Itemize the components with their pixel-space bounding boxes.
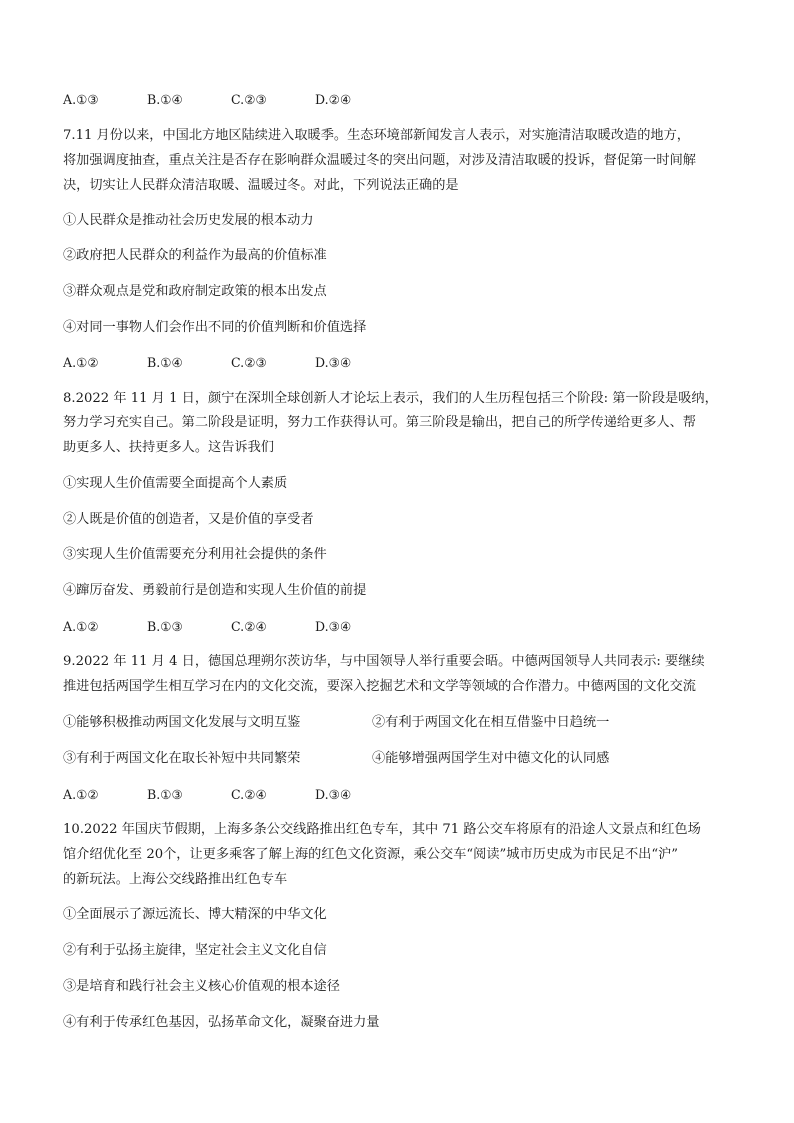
q10-stem-line-1: 10.2022 年国庆节假期，上海多条公交线路推出红色专车，其中 71 路公交车将原有的沿途人文景点和红色场	[63, 822, 701, 837]
q8-item-1: ①实现人生价值需要全面提高个人素质	[63, 476, 288, 491]
q9-stem-line-2: 推进包括两国学生相互学习在内的文化交流，要深入挖掘艺术和文学等领域的合作潜力。中德两国的文化交流	[63, 679, 696, 694]
q10-stem-line-2: 馆介绍优化至 20个，让更多乘客了解上海的红色文化资源，乘公交车“阅读”城市历史成为市民足不出“沪”	[63, 847, 678, 862]
q10-stem-line-3: 的新玩法。上海公交线路推出红色专车	[63, 872, 288, 887]
q8-item-3: ③实现人生价值需要充分利用社会提供的条件	[63, 547, 327, 562]
q9-stem-line-1: 9.2022 年 11 月 4 日，德国总理朔尔茨访华，与中国领导人举行重要会晤。中德两国领导人共同表示: 要继续	[63, 654, 705, 669]
q8-option-d: D.③④	[315, 619, 352, 634]
q7-option-a: A.①②	[63, 355, 99, 370]
q9-option-c: C.②④	[231, 787, 267, 802]
q9-option-d: D.③④	[315, 787, 352, 802]
q7-option-b: B.①④	[147, 355, 183, 370]
q6-option-b: B.①④	[147, 92, 183, 107]
q10-item-4: ④有利于传承红色基因，弘扬革命文化，凝聚奋进力量	[63, 1015, 380, 1030]
q7-stem-line-2: 将加强调度抽查，重点关注是否存在影响群众温暖过冬的突出问题，对涉及清洁取暖的投诉，督促第一时间解	[63, 153, 696, 168]
q8-stem-line-2: 努力学习充实自己。第二阶段是证明，努力工作获得认可。第三阶段是输出，把自己的所学传递给更多人、帮	[63, 415, 696, 430]
q8-item-2: ②人既是价值的创造者，又是价值的享受者	[63, 512, 314, 527]
q10-item-2: ②有利于弘扬主旋律，坚定社会主义文化自信	[63, 943, 327, 958]
q8-stem-line-1: 8.2022 年 11 月 1 日，颜宁在深圳全球创新人才论坛上表示，我们的人生历程包括三个阶段: 第一阶段是吸纳，	[63, 391, 718, 406]
q9-item-4: ④能够增强两国学生对中德文化的认同感	[372, 751, 610, 766]
q6-option-d: D.②④	[315, 92, 352, 107]
q9-item-3: ③有利于两国文化在取长补短中共同繁荣	[63, 751, 301, 766]
q7-item-2: ②政府把人民群众的利益作为最高的价值标准	[63, 248, 327, 263]
q10-item-3: ③是培育和践行社会主义核心价值观的根本途径	[63, 979, 340, 994]
q6-option-c: C.②③	[231, 92, 267, 107]
q9-item-2: ②有利于两国文化在相互借鉴中日趋统一	[372, 715, 610, 730]
q7-option-d: D.③④	[315, 355, 352, 370]
q10-item-1: ①全面展示了源远流长、博大精深的中华文化	[63, 907, 327, 922]
q9-option-a: A.①②	[63, 787, 99, 802]
q7-option-c: C.②③	[231, 355, 267, 370]
q8-option-a: A.①②	[63, 619, 99, 634]
q7-item-4: ④对同一事物人们会作出不同的价值判断和价值选择	[63, 320, 367, 335]
q8-option-b: B.①③	[147, 619, 183, 634]
q7-stem-line-3: 决，切实让人民群众清洁取暖、温暖过冬。对此，下列说法正确的是	[63, 178, 459, 193]
q9-item-1: ①能够积极推动两国文化发展与文明互鉴	[63, 715, 301, 730]
q6-option-a: A.①③	[63, 92, 99, 107]
q7-stem-line-1: 7.11 月份以来，中国北方地区陆续进入取暖季。生态环境部新闻发言人表示，对实施清洁取暖改造的地方，	[63, 128, 690, 143]
q8-option-c: C.②④	[231, 619, 267, 634]
q8-stem-line-3: 助更多人、扶持更多人。这告诉我们	[63, 440, 274, 455]
q7-item-1: ①人民群众是推动社会历史发展的根本动力	[63, 213, 314, 228]
q8-item-4: ④蹿厉奋发、勇毅前行是创造和实现人生价值的前提	[63, 583, 367, 598]
q7-item-3: ③群众观点是党和政府制定政策的根本出发点	[63, 284, 327, 299]
q9-option-b: B.①③	[147, 787, 183, 802]
